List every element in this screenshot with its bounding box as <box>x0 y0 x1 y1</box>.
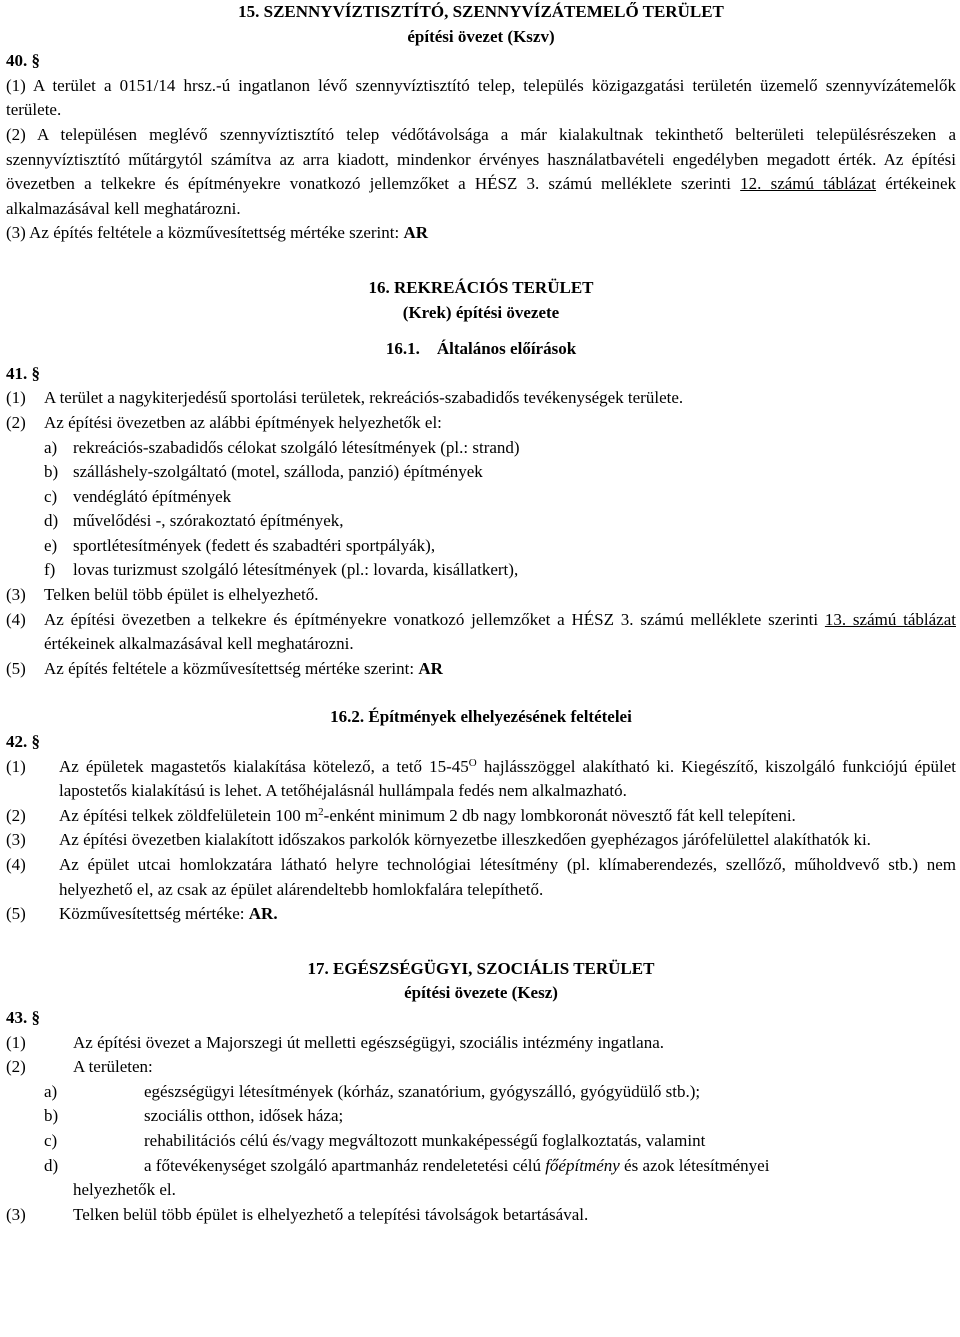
list-item-text: rekreációs-szabadidős célokat szolgáló létesítmények (pl.: strand) <box>73 437 520 457</box>
list-item-text: lovas turizmust szolgáló létesítmények (pl.: lovarda, kisállatkert), <box>73 560 519 580</box>
paragraph-40-1: (1) A terület a 0151/14 hrsz.-ú ingatlanon lévő szennyvíztisztító telep, település közigazgatási területén üzemelő szennyvízátemelők területe. <box>6 75 956 120</box>
paragraph-40-2: (2) A településen meglévő szennyvíztisztító telep védőtávolsága a már kialakultnak tekinthető belterületi településrészeken a szennyvíztisztító műtárgytól számítva az arra kiadott, mindenkor érvényes használatbavételi engedélyben megadott érték. Az építési övezetben a telkekre és építményekre vonatkozó jellemzőket a HÉSZ 3. számú melléklete szerinti 12. számú táblázat értékeinek alkalmazásával kell meghatározni. <box>6 124 956 218</box>
list-item <box>6 1080 956 1105</box>
list-item-key: a) <box>44 1081 58 1101</box>
facility-list-item-d: d) a főtevékenységet szolgáló apartmanház rendeletetési célú főépítmény és azok létesítményei <box>44 1155 770 1175</box>
list-item <box>6 460 956 485</box>
section-16-subtitle: (Krek) építési övezete <box>402 302 560 322</box>
paragraph-43-3: (3) Telken belül több épület is elhelyezhető a telepítési távolságok betartásával. <box>6 1204 589 1224</box>
paragraph-40-heading: 40. § <box>6 51 40 71</box>
section-17-title: 17. EGÉSZSÉGÜGYI, SZOCIÁLIS TERÜLET <box>307 958 655 978</box>
list-item-key: a) <box>44 437 58 457</box>
facility-list <box>6 1080 956 1154</box>
section-15-title: 15. SZENNYVÍZTISZTÍTÓ, SZENNYVÍZÁTEMELŐ TERÜLET <box>238 2 724 21</box>
list-item-text: művelődési -, szórakoztató építmények, <box>73 511 344 531</box>
list-item-key: d) <box>44 511 59 531</box>
list-item <box>6 485 956 510</box>
subsection-16-2-title: 16.2. Építmények elhelyezésének feltételei <box>330 707 632 727</box>
document-page <box>6 0 956 1227</box>
paragraph-43-1: (1) Az építési övezet a Majorszegi út melletti egészségügyi, szociális intézmény ingatlana. <box>6 1032 665 1052</box>
list-item-text: sportlétesítmények (fedett és szabadtéri sportpályák), <box>73 535 436 555</box>
list-item-text: szociális otthon, idősek háza; <box>144 1106 344 1126</box>
paragraph-42-3: (3) Az építési övezetben kialakított időszakos parkolók környezetbe illeszkedően gyephézagos járófelülettel alakíthatók ki. <box>6 830 871 850</box>
paragraph-42-heading: 42. § <box>6 732 40 752</box>
table-13-link[interactable]: 13. számú táblázat <box>824 609 956 629</box>
paragraph-41-heading: 41. § <box>6 363 40 383</box>
subsection-16-1-title: 16.1. Általános előírások <box>385 339 577 359</box>
paragraph-42-1: (1) Az épületek magastetős kialakítása kötelező, a tető $15-45^O$ hajlásszöggel alakítható ki. Kiegészítő, kiszolgáló funkciójú épület lapostetős kialakítású is lehet. A tetőhéjalásnál hullámpala fedés nem alkalmazható. <box>6 756 956 801</box>
paragraph-41-2: (2) Az építési övezetben az alábbi építmények helyezhetők el: <box>6 412 442 432</box>
list-item-text: rehabilitációs célú és/vagy megváltozott munkaképességű foglalkoztatás, valamint <box>144 1130 706 1150</box>
table-12-link[interactable]: 12. számú táblázat <box>740 174 877 194</box>
paragraph-42-5: (5) Közművesítettség mértéke: AR. <box>6 904 278 924</box>
list-item-key: b) <box>44 462 59 482</box>
section-16-title: 16. REKREÁCIÓS TERÜLET <box>368 277 594 297</box>
list-item-key: f) <box>44 560 56 580</box>
list-item-key: b) <box>44 1106 59 1126</box>
facility-list-item-d-continuation: helyezhetők el. <box>73 1180 176 1200</box>
list-item-text: egészségügyi létesítmények (kórház, szanatórium, gyógyszálló, gyógyüdülő stb.); <box>144 1081 701 1101</box>
paragraph-42-4: (4) Az épület utcai homlokzatára látható helyre technológiai létesítmény (pl. klímaberendezés, szellőző, műholdvevő stb.) nem helyezhető el, az csak az épület alárendeltebb homlokfalára telepíthető. <box>6 855 956 899</box>
paragraph-40-3: (3) Az építés feltétele a közművesítettség mértéke szerint: AR <box>6 223 429 243</box>
list-item-text: vendéglátó építmények <box>73 486 232 506</box>
paragraph-41-5: (5) Az építés feltétele a közművesítettség mértéke szerint: AR <box>6 658 443 678</box>
paragraph-43-heading: 43. § <box>6 1007 40 1027</box>
list-item <box>6 509 956 534</box>
section-15-subtitle: építési övezet (Kszv) <box>407 26 555 46</box>
paragraph-43-2: (2) A területen: <box>6 1057 153 1077</box>
building-list <box>6 436 956 584</box>
paragraph-41-1: (1) A terület a nagykiterjedésű sportolási területek, rekreációs-szabadidős tevékenységek területe. <box>6 388 684 408</box>
list-item-key: c) <box>44 1130 58 1150</box>
list-item <box>6 1104 956 1129</box>
list-item <box>6 1129 956 1154</box>
list-item <box>6 436 956 461</box>
section-17-subtitle: építési övezete (Kesz) <box>404 983 558 1003</box>
paragraph-41-4: (4) Az építési övezetben a telkekre és építményekre vonatkozó jellemzőket a HÉSZ 3. számú melléklete szerinti 13. számú táblázat értékeinek alkalmazásával kell meghatározni. <box>6 609 956 654</box>
paragraph-41-3: (3) Telken belül több épület is elhelyezhető. <box>6 585 319 605</box>
paragraph-42-2: (2) Az építési telkek zöldfelületein 100 $m^2$-enként minimum 2 db nagy lombkoronát növesztő fát kell telepíteni. <box>6 805 796 825</box>
list-item-key: c) <box>44 486 58 506</box>
list-item <box>6 534 956 559</box>
list-item-text: szálláshely-szolgáltató (motel, szálloda, panzió) építmények <box>73 462 483 482</box>
list-item-key: e) <box>44 535 58 555</box>
list-item <box>6 558 956 583</box>
